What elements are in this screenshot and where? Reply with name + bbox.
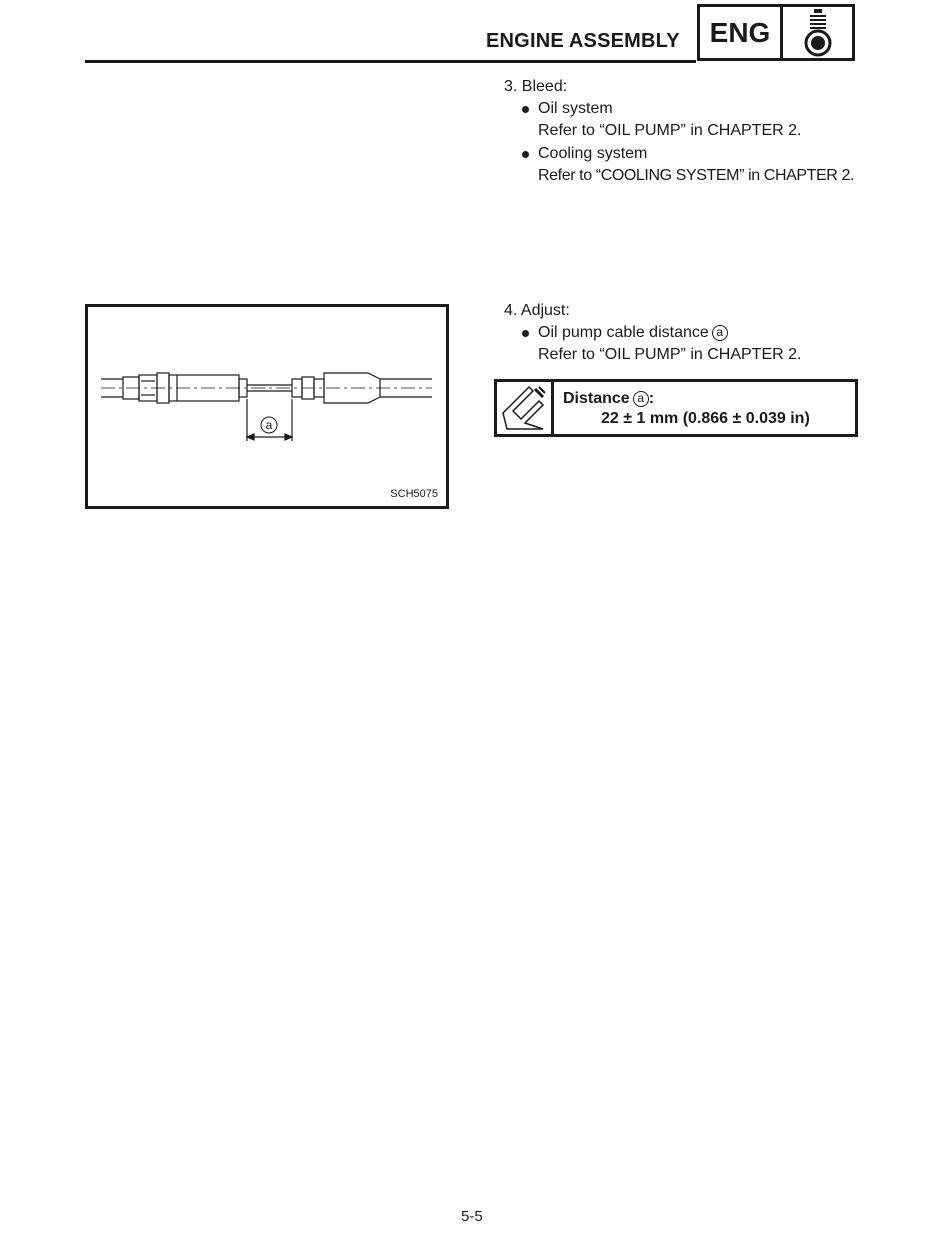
spec-content <box>554 382 810 434</box>
step-number: 4. Adjust: <box>504 302 570 319</box>
bullet-icon <box>522 106 529 113</box>
step-3 <box>504 76 904 196</box>
list-item <box>522 98 801 142</box>
engine-piston-icon <box>783 7 852 58</box>
bullet-text: Oil system <box>538 100 613 117</box>
spec-value: 22 ± 1 mm (0.866 ± 0.039 in) <box>601 410 810 427</box>
bullet-reference: Refer to “OIL PUMP” in CHAPTER 2. <box>538 122 802 139</box>
spec-label: Distance a : <box>563 390 655 407</box>
step-label: Adjust: <box>520 302 570 319</box>
cable-figure <box>85 304 449 509</box>
list-item <box>522 322 801 366</box>
step-4 <box>504 300 904 375</box>
header-rule <box>85 60 696 63</box>
spec-box <box>494 379 858 437</box>
dimension-label: a <box>265 418 273 432</box>
cable-drawing <box>88 307 446 506</box>
bullet-text: Cooling system <box>538 145 648 162</box>
list-item <box>522 143 854 187</box>
bullet-reference: Refer to “OIL PUMP” in CHAPTER 2. <box>538 346 802 363</box>
bullet-icon <box>522 151 529 158</box>
badge-label: ENG <box>700 7 783 58</box>
marker-a: a <box>712 325 728 341</box>
bullet-reference: Refer to “COOLING SYSTEM” in CHAPTER 2. <box>538 167 855 184</box>
figure-code: SCH5075 <box>390 488 438 500</box>
step-label: Bleed: <box>521 78 568 95</box>
step-number: 3. Bleed: <box>504 78 568 95</box>
page-number: 5-5 <box>461 1208 483 1225</box>
bullet-icon <box>522 330 529 337</box>
marker-a: a <box>633 391 649 407</box>
section-badge <box>697 4 855 61</box>
section-title: ENGINE ASSEMBLY <box>486 30 680 52</box>
caliper-icon <box>497 382 554 434</box>
bullet-text: Oil pump cable distance a <box>538 322 801 344</box>
